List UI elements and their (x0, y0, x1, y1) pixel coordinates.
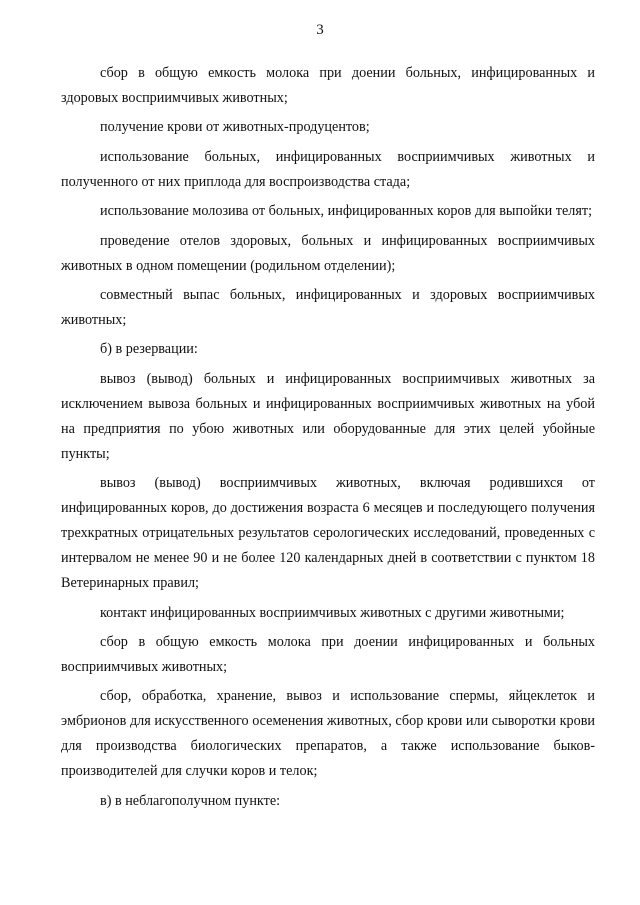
section-heading-reservation: б) в резервации: (100, 341, 198, 358)
paragraph-milk-collection-healthy: сбор в общую емкость молока при доении больных, инфицированных и здоровых восприимчивых животных; (61, 65, 595, 106)
paragraph-herd-reproduction: использование больных, инфицированных восприимчивых животных и полученного от них приплода для воспроизводства стада; (61, 148, 595, 190)
page-number: 3 (316, 22, 324, 38)
paragraph-blood-from-producers: получение крови от животных-продуцентов; (100, 119, 370, 136)
paragraph-milk-collection-infected: сбор в общую емкость молока при доении инфицированных и больных восприимчивых животных; (61, 633, 595, 675)
section-heading-unfavorable-point: в) в неблагополучном пункте: (100, 792, 281, 809)
paragraph-colostrum-use: использование молозива от больных, инфицированных коров для выпойки телят; (100, 203, 593, 220)
paragraph-removal-susceptible-animals: вывоз (вывод) восприимчивых животных, включая родившихся от инфицированных коров, до достижения возраста 6 месяцев и последующего получения трехкратных отрицательных результатов серологических исследований, проведенных с интервалом не менее 90 и не более 120 календарных дней в соответствии с пунктом 18 Ветеринарных правил; (61, 475, 595, 592)
paragraph-sperm-embryo-handling: сбор, обработка, хранение, вывоз и использование спермы, яйцеклеток и эмбрионов для искусственного осеменения животных, сбор крови или сыворотки крови для производства биологических препаратов, а также использование быков-производителей для случки коров и телок; (61, 688, 595, 780)
paragraph-contact-infected: контакт инфицированных восприимчивых животных с другими животными; (100, 604, 565, 621)
paragraph-removal-sick-animals: вывоз (вывод) больных и инфицированных восприимчивых животных за исключением вывоза больных и инфицированных восприимчивых животных на убой на предприятия по убою животных или оборудованные для этих целей убойные пункты; (61, 370, 595, 462)
paragraph-joint-grazing: совместный выпас больных, инфицированных и здоровых восприимчивых животных; (61, 286, 595, 328)
paragraph-calving: проведение отелов здоровых, больных и инфицированных восприимчивых животных в одном помещении (родильном отделении); (61, 232, 595, 274)
document-body (61, 61, 595, 818)
